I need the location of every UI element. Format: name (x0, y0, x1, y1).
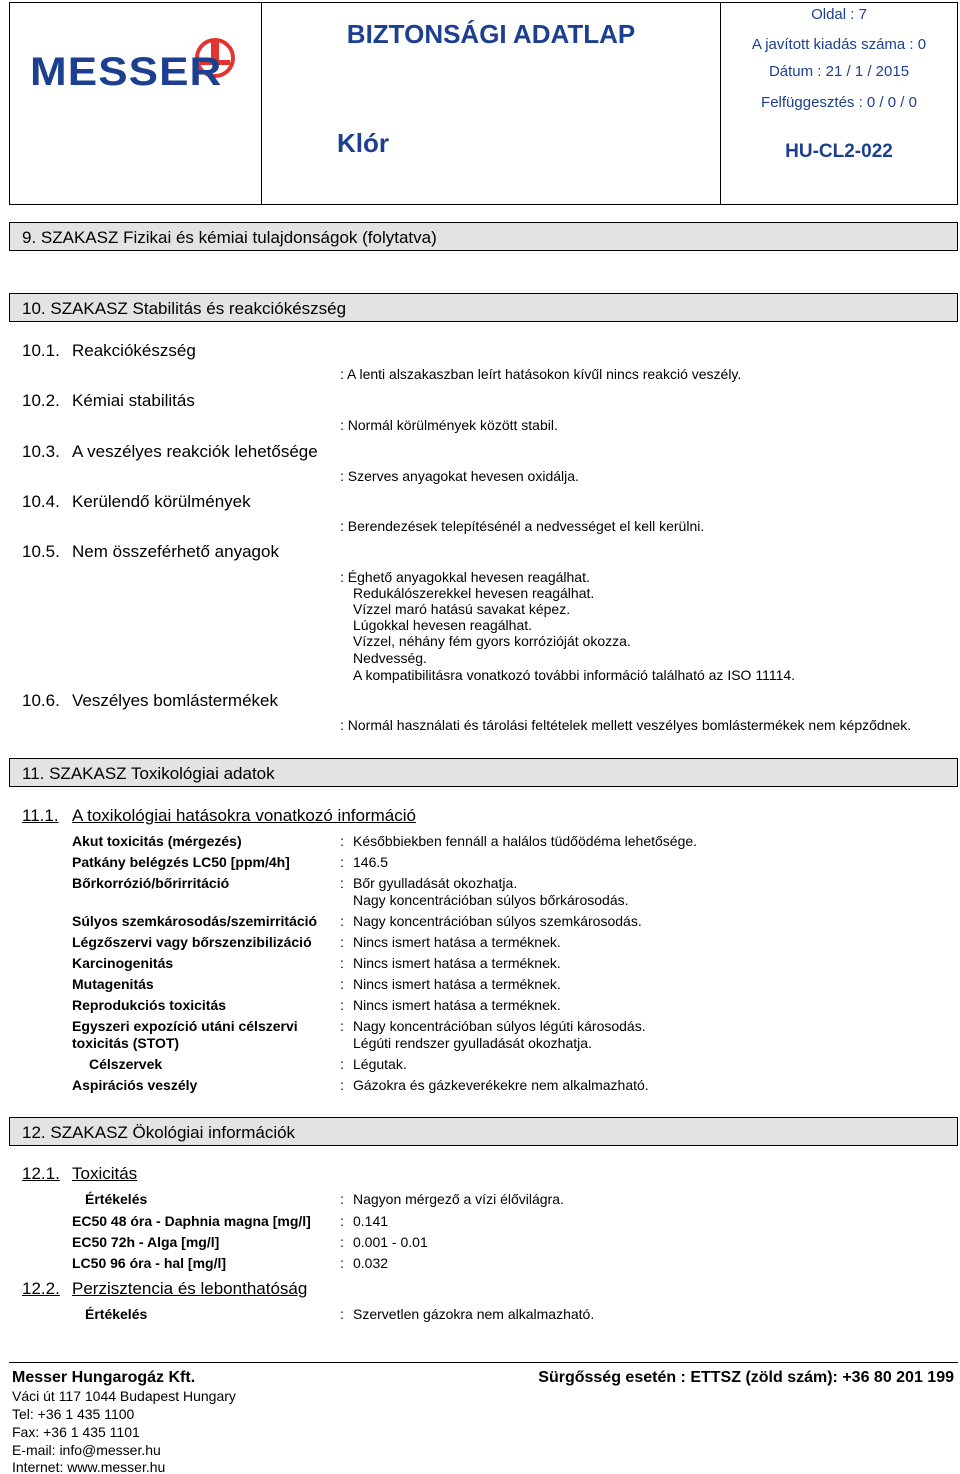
page-number: Oldal : 7 (811, 6, 867, 23)
revision-number: A javított kiadás száma : 0 (751, 36, 927, 53)
sub-title: Toxicitás (72, 1164, 138, 1183)
colon: : (340, 1056, 344, 1072)
colon: : (340, 934, 344, 950)
tox-label: Egyszeri expozíció utáni célszervi (72, 1018, 298, 1034)
tox-label: Mutagenitás (72, 976, 154, 992)
colon: : (340, 1077, 344, 1093)
tox-label: Akut toxicitás (mérgezés) (72, 833, 242, 849)
tox-value: 146.5 (353, 854, 389, 870)
tox-value: Nagy koncentrációban súlyos légúti károsodás. (353, 1018, 646, 1034)
tox-value: Nagy koncentrációban súlyos szemkárosodás. (353, 913, 642, 929)
sub-num: 10.3. (22, 442, 60, 461)
sub-num: 10.2. (22, 391, 60, 410)
sub-title: A toxikológiai hatásokra vonatkozó információ (72, 806, 416, 825)
sub-value: : Éghető anyagokkal hevesen reagálhat. (340, 569, 590, 585)
product-name: Klór (337, 128, 389, 158)
suspension: Felfüggesztés : 0 / 0 / 0 (761, 94, 917, 111)
footer-fax: Fax: +36 1 435 1101 (12, 1424, 140, 1440)
incompat-line: Redukálószerekkel hevesen reagálhat. (353, 585, 595, 601)
sub-value: : Normál használati és tárolási feltételek mellett veszélyes bomlástermékek nem képződnek. (340, 717, 912, 733)
sub-value: : Normál körülmények között stabil. (340, 417, 558, 433)
sub-num: 10.1. (22, 341, 60, 360)
tox-label-2: toxicitás (STOT) (72, 1035, 180, 1051)
tox-label: Célszervek (89, 1056, 163, 1072)
section-11-heading: 11. SZAKASZ Toxikológiai adatok (9, 758, 958, 787)
eco-label: Értékelés (85, 1306, 148, 1322)
footer-address: Váci út 117 1044 Budapest Hungary (12, 1388, 236, 1404)
tox-value: Gázokra és gázkeverékekre nem alkalmazható. (353, 1077, 649, 1093)
footer-internet: Internet: www.messer.hu (12, 1459, 166, 1474)
sub-num: 10.5. (22, 542, 60, 561)
sub-value: : Szerves anyagokat hevesen oxidálja. (340, 468, 579, 484)
footer-divider (9, 1362, 958, 1363)
tox-label: Légzőszervi vagy bőrszenzibilizáció (72, 934, 312, 950)
sub-num: 10.6. (22, 691, 60, 710)
sub-value: : Berendezések telepítésénél a nedvességet el kell kerülni. (340, 518, 705, 534)
incompat-line: Vízzel, néhány fém gyors korrózióját okozza. (353, 633, 631, 649)
sub-title: Veszélyes bomlástermékek (72, 691, 278, 710)
colon: : (340, 1306, 344, 1322)
sub-title: Nem összeférhető anyagok (72, 542, 279, 561)
tox-label: Reprodukciós toxicitás (72, 997, 227, 1013)
footer-tel: Tel: +36 1 435 1100 (12, 1406, 135, 1422)
colon: : (340, 1018, 344, 1034)
incompat-line: Nedvesség. (353, 650, 427, 666)
header-logo-cell (9, 2, 262, 205)
product-code: HU-CL2-022 (785, 141, 893, 162)
incompat-line: Vízzel maró hatású savakat képez. (353, 601, 571, 617)
tox-value: Nincs ismert hatása a terméknek. (353, 955, 561, 971)
colon: : (340, 997, 344, 1013)
incompat-line: Lúgokkal hevesen reagálhat. (353, 617, 533, 633)
sub-title: Perzisztencia és lebonthatóság (72, 1279, 308, 1298)
tox-value-2: Légúti rendszer gyulladását okozhatja. (353, 1035, 592, 1051)
sub-num: 10.4. (22, 492, 60, 511)
eco-label: LC50 96 óra - hal [mg/l] (72, 1255, 227, 1271)
sub-num: 11.1. (22, 806, 59, 825)
logo-wordmark: MESSER (30, 50, 223, 94)
tox-value: Bőr gyulladását okozhatja. (353, 875, 518, 891)
eco-value: 0.141 (353, 1213, 389, 1229)
colon: : (340, 854, 344, 870)
eco-label: Értékelés (85, 1191, 148, 1207)
tox-value-2: Nagy koncentrációban súlyos bőrkárosodás. (353, 892, 629, 908)
eco-value: 0.032 (353, 1255, 389, 1271)
tox-label: Patkány belégzés LC50 [ppm/4h] (72, 854, 290, 870)
sub-title: Kerülendő körülmények (72, 492, 251, 511)
document-title: BIZTONSÁGI ADATLAP (346, 19, 636, 49)
sub-num: 12.1. (22, 1164, 60, 1183)
tox-label: Aspirációs veszély (72, 1077, 198, 1093)
eco-value: Nagyon mérgező a vízi élővilágra. (353, 1191, 564, 1207)
colon: : (340, 955, 344, 971)
colon: : (340, 1213, 344, 1229)
section-9-heading: 9. SZAKASZ Fizikai és kémiai tulajdonságok (folytatva) (9, 222, 958, 251)
tox-value: Nincs ismert hatása a terméknek. (353, 976, 561, 992)
colon: : (340, 913, 344, 929)
footer-company: Messer Hungarogáz Kft. (12, 1369, 196, 1386)
colon: : (340, 1255, 344, 1271)
section-12-heading: 12. SZAKASZ Ökológiai információk (9, 1117, 958, 1146)
eco-value: Szervetlen gázokra nem alkalmazható. (353, 1306, 595, 1322)
tox-label: Bőrkorrózió/bőrirritáció (72, 875, 230, 891)
sub-num: 12.2. (22, 1279, 60, 1298)
sub-title: Kémiai stabilitás (72, 391, 195, 410)
sub-value: : A lenti alszakaszban leírt hatásokon kívűl nincs reakció veszély. (340, 366, 742, 382)
colon: : (340, 1191, 344, 1207)
tox-value: Légutak. (353, 1056, 407, 1072)
colon: : (340, 875, 344, 891)
footer-emergency: Sürgősség esetén : ETTSZ (zöld szám): +36 80 201 199 (538, 1369, 954, 1386)
colon: : (340, 976, 344, 992)
colon: : (340, 1234, 344, 1250)
footer-email: E-mail: info@messer.hu (12, 1442, 161, 1458)
sub-title: Reakciókészség (72, 341, 196, 360)
tox-value: Későbbiekben fennáll a halálos tüdőödéma lehetősége. (353, 833, 698, 849)
colon: : (340, 833, 344, 849)
incompat-line: A kompatibilitásra vonatkozó további információ található az ISO 11114. (353, 667, 796, 683)
section-10-heading: 10. SZAKASZ Stabilitás és reakciókészség (9, 293, 958, 322)
tox-value: Nincs ismert hatása a terméknek. (353, 997, 561, 1013)
eco-label: EC50 72h - Alga [mg/l] (72, 1234, 220, 1250)
eco-value: 0.001 - 0.01 (353, 1234, 428, 1250)
tox-value: Nincs ismert hatása a terméknek. (353, 934, 561, 950)
tox-label: Karcinogenitás (72, 955, 174, 971)
issue-date: Dátum : 21 / 1 / 2015 (768, 63, 910, 80)
sub-title: A veszélyes reakciók lehetősége (72, 442, 318, 461)
tox-label: Súlyos szemkárosodás/szemirritáció (72, 913, 318, 929)
eco-label: EC50 48 óra - Daphnia magna [mg/l] (72, 1213, 311, 1229)
